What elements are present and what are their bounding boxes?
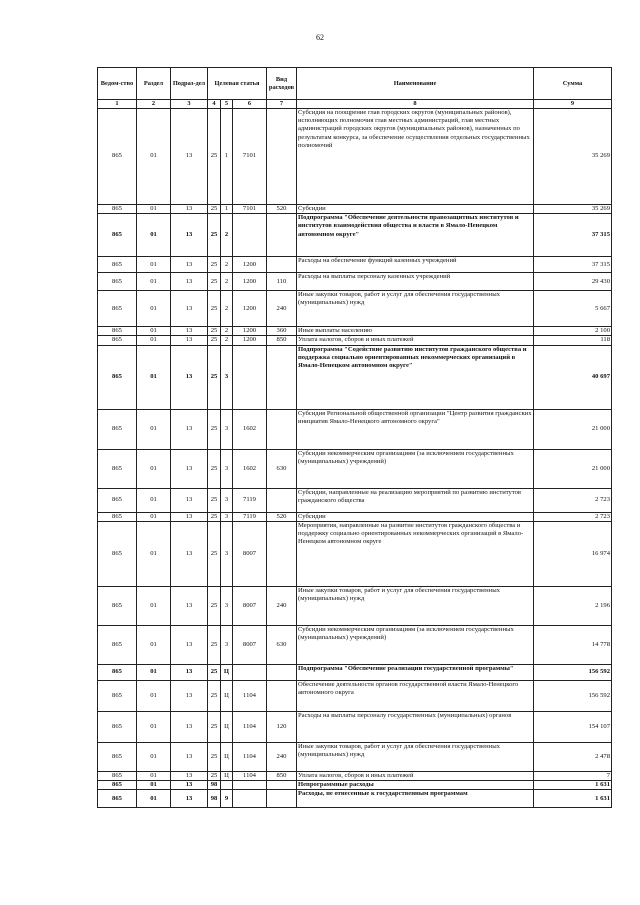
cell-podrazdel: 13 xyxy=(171,742,208,771)
cell-program-code: 25 xyxy=(208,257,221,273)
cell-podrazdel: 13 xyxy=(171,781,208,790)
table-row xyxy=(98,205,612,214)
cell-podrazdel: 13 xyxy=(171,625,208,664)
cell-subprogram-code: Ц xyxy=(221,771,233,780)
cell-razdel: 01 xyxy=(137,742,171,771)
cell-subprogram-code: 2 xyxy=(221,273,233,291)
table-row xyxy=(98,336,612,345)
cell-vid-raskhodov xyxy=(267,257,297,273)
cell-direction-code: 1602 xyxy=(233,449,267,488)
cell-razdel: 01 xyxy=(137,711,171,742)
table-row xyxy=(98,345,612,409)
cell-vid-raskhodov xyxy=(267,521,297,586)
cell-vid-raskhodov xyxy=(267,345,297,409)
cell-naimenovanie: Субсидия на поощрение глав городских округов (муниципальных районов), исполняющих полномочия глав местных администраций, глав местных администраций городских округов (муниципальных районов), назначенных по результатам конкурса, за обеспечение осуществления отдельных государственных полномочий xyxy=(297,109,534,205)
cell-podrazdel: 13 xyxy=(171,586,208,625)
cell-program-code: 25 xyxy=(208,586,221,625)
cell-subprogram-code: Ц xyxy=(221,742,233,771)
header-razdel: Раздел xyxy=(137,68,171,100)
cell-direction-code: 1200 xyxy=(233,257,267,273)
cell-program-code: 25 xyxy=(208,345,221,409)
cell-vedomstvo: 865 xyxy=(98,711,137,742)
cell-subprogram-code: 3 xyxy=(221,521,233,586)
cell-summa: 2 478 xyxy=(534,742,612,771)
cell-vedomstvo: 865 xyxy=(98,409,137,449)
cell-naimenovanie: Расходы, не отнесенные к государственным программам xyxy=(297,790,534,808)
cell-direction-code: 1200 xyxy=(233,336,267,345)
cell-vedomstvo: 865 xyxy=(98,680,137,711)
table-row xyxy=(98,214,612,257)
cell-vid-raskhodov: 120 xyxy=(267,711,297,742)
cell-vedomstvo: 865 xyxy=(98,742,137,771)
cell-summa: 2 100 xyxy=(534,327,612,336)
cell-direction-code: 1104 xyxy=(233,742,267,771)
table-row xyxy=(98,109,612,205)
cell-vid-raskhodov xyxy=(267,790,297,808)
cell-direction-code: 1200 xyxy=(233,327,267,336)
cell-podrazdel: 13 xyxy=(171,291,208,327)
cell-program-code: 25 xyxy=(208,327,221,336)
cell-subprogram-code: 3 xyxy=(221,625,233,664)
cell-naimenovanie: Иные выплаты населению xyxy=(297,327,534,336)
cell-vid-raskhodov: 360 xyxy=(267,327,297,336)
cell-naimenovanie: Иные закупки товаров, работ и услуг для обеспечения государственных (муниципальных) нужд xyxy=(297,586,534,625)
cell-program-code: 98 xyxy=(208,781,221,790)
cell-direction-code: 7119 xyxy=(233,488,267,512)
cell-vedomstvo: 865 xyxy=(98,273,137,291)
cell-direction-code: 1104 xyxy=(233,711,267,742)
table-row xyxy=(98,680,612,711)
cell-direction-code: 7119 xyxy=(233,512,267,521)
cell-direction-code: 8007 xyxy=(233,625,267,664)
column-number: 9 xyxy=(534,100,612,109)
cell-direction-code xyxy=(233,664,267,680)
cell-podrazdel: 13 xyxy=(171,488,208,512)
cell-razdel: 01 xyxy=(137,664,171,680)
cell-direction-code xyxy=(233,214,267,257)
cell-podrazdel: 13 xyxy=(171,205,208,214)
cell-vid-raskhodov xyxy=(267,781,297,790)
cell-vid-raskhodov: 110 xyxy=(267,273,297,291)
cell-naimenovanie: Субсидия Региональной общественной организации "Центр развития гражданских инициатив Ямало-Ненецкого автономного округа" xyxy=(297,409,534,449)
cell-subprogram-code: 3 xyxy=(221,345,233,409)
table-row xyxy=(98,790,612,808)
cell-subprogram-code: 1 xyxy=(221,205,233,214)
cell-subprogram-code: 3 xyxy=(221,449,233,488)
header-vid-raskhodov: Вид расходов xyxy=(267,68,297,100)
cell-subprogram-code: 3 xyxy=(221,488,233,512)
cell-naimenovanie: Иные закупки товаров, работ и услуг для обеспечения государственных (муниципальных) нужд xyxy=(297,291,534,327)
header-podrazdel: Подраз-дел xyxy=(171,68,208,100)
cell-razdel: 01 xyxy=(137,257,171,273)
cell-direction-code xyxy=(233,790,267,808)
cell-subprogram-code: 1 xyxy=(221,109,233,205)
cell-direction-code: 7101 xyxy=(233,205,267,214)
table-row xyxy=(98,711,612,742)
cell-naimenovanie: Субсидии некоммерческим организациям (за исключением государственных (муниципальных) учреждений) xyxy=(297,449,534,488)
cell-direction-code: 8007 xyxy=(233,521,267,586)
cell-direction-code: 7101 xyxy=(233,109,267,205)
cell-summa: 2 723 xyxy=(534,488,612,512)
table-row xyxy=(98,409,612,449)
cell-razdel: 01 xyxy=(137,291,171,327)
table-row xyxy=(98,291,612,327)
cell-vedomstvo: 865 xyxy=(98,449,137,488)
cell-program-code: 25 xyxy=(208,625,221,664)
cell-vedomstvo: 865 xyxy=(98,327,137,336)
cell-subprogram-code: 2 xyxy=(221,336,233,345)
cell-vid-raskhodov: 240 xyxy=(267,291,297,327)
cell-program-code: 25 xyxy=(208,109,221,205)
cell-summa: 37 315 xyxy=(534,257,612,273)
cell-podrazdel: 13 xyxy=(171,345,208,409)
cell-vedomstvo: 865 xyxy=(98,521,137,586)
cell-naimenovanie: Подпрограмма "Обеспечение реализации государственной программы" xyxy=(297,664,534,680)
cell-program-code: 25 xyxy=(208,336,221,345)
cell-summa: 21 000 xyxy=(534,449,612,488)
cell-subprogram-code: 3 xyxy=(221,512,233,521)
cell-subprogram-code: Ц xyxy=(221,680,233,711)
cell-vid-raskhodov: 850 xyxy=(267,771,297,780)
column-number: 5 xyxy=(221,100,233,109)
cell-vedomstvo: 865 xyxy=(98,291,137,327)
cell-podrazdel: 13 xyxy=(171,512,208,521)
cell-vid-raskhodov xyxy=(267,109,297,205)
cell-podrazdel: 13 xyxy=(171,711,208,742)
header-tselevaya-statya: Целевая статья xyxy=(208,68,267,100)
cell-direction-code xyxy=(233,781,267,790)
cell-direction-code: 1200 xyxy=(233,291,267,327)
cell-program-code: 25 xyxy=(208,742,221,771)
cell-summa: 2 723 xyxy=(534,512,612,521)
cell-program-code: 25 xyxy=(208,449,221,488)
table-row xyxy=(98,273,612,291)
cell-vedomstvo: 865 xyxy=(98,790,137,808)
cell-summa: 29 430 xyxy=(534,273,612,291)
table-body xyxy=(98,109,612,808)
cell-program-code: 25 xyxy=(208,205,221,214)
cell-vid-raskhodov: 850 xyxy=(267,336,297,345)
cell-naimenovanie: Уплата налогов, сборов и иных платежей xyxy=(297,771,534,780)
cell-subprogram-code: 2 xyxy=(221,327,233,336)
cell-summa: 156 592 xyxy=(534,664,612,680)
cell-summa: 37 315 xyxy=(534,214,612,257)
cell-vid-raskhodov xyxy=(267,488,297,512)
table-row xyxy=(98,781,612,790)
cell-naimenovanie: Субсидии, направленные на реализацию мероприятий по развитию институтов гражданского общества xyxy=(297,488,534,512)
cell-podrazdel: 13 xyxy=(171,449,208,488)
cell-summa: 154 107 xyxy=(534,711,612,742)
cell-razdel: 01 xyxy=(137,327,171,336)
cell-razdel: 01 xyxy=(137,449,171,488)
column-number: 1 xyxy=(98,100,137,109)
cell-razdel: 01 xyxy=(137,625,171,664)
cell-summa: 21 000 xyxy=(534,409,612,449)
cell-summa: 40 697 xyxy=(534,345,612,409)
cell-naimenovanie: Непрограммные расходы xyxy=(297,781,534,790)
cell-summa: 7 xyxy=(534,771,612,780)
table-row xyxy=(98,771,612,780)
cell-summa: 1 631 xyxy=(534,790,612,808)
table-row xyxy=(98,521,612,586)
cell-vedomstvo: 865 xyxy=(98,257,137,273)
table-row xyxy=(98,449,612,488)
cell-program-code: 25 xyxy=(208,291,221,327)
cell-podrazdel: 13 xyxy=(171,109,208,205)
cell-podrazdel: 13 xyxy=(171,327,208,336)
cell-vid-raskhodov: 240 xyxy=(267,742,297,771)
cell-subprogram-code xyxy=(221,781,233,790)
cell-program-code: 25 xyxy=(208,214,221,257)
cell-naimenovanie: Расходы на выплаты персоналу государственных (муниципальных) органов xyxy=(297,711,534,742)
cell-vedomstvo: 865 xyxy=(98,512,137,521)
cell-razdel: 01 xyxy=(137,586,171,625)
header-naimenovanie: Наименование xyxy=(297,68,534,100)
cell-vedomstvo: 865 xyxy=(98,205,137,214)
cell-razdel: 01 xyxy=(137,771,171,780)
cell-summa: 35 269 xyxy=(534,109,612,205)
cell-naimenovanie: Иные закупки товаров, работ и услуг для обеспечения государственных (муниципальных) нужд xyxy=(297,742,534,771)
cell-podrazdel: 13 xyxy=(171,521,208,586)
cell-razdel: 01 xyxy=(137,488,171,512)
cell-naimenovanie: Субсидии некоммерческим организациям (за исключением государственных (муниципальных) учреждений) xyxy=(297,625,534,664)
table-row xyxy=(98,625,612,664)
cell-razdel: 01 xyxy=(137,205,171,214)
cell-naimenovanie: Подпрограмма "Обеспечение деятельности правозащитных институтов и институтов взаимодействия общества и власти в Ямало-Ненецком автономном округе" xyxy=(297,214,534,257)
cell-program-code: 25 xyxy=(208,680,221,711)
cell-direction-code: 1602 xyxy=(233,409,267,449)
cell-summa: 5 667 xyxy=(534,291,612,327)
header-row xyxy=(98,68,612,100)
cell-summa: 118 xyxy=(534,336,612,345)
cell-razdel: 01 xyxy=(137,521,171,586)
cell-subprogram-code: Ц xyxy=(221,711,233,742)
cell-naimenovanie: Субсидии xyxy=(297,205,534,214)
cell-podrazdel: 13 xyxy=(171,214,208,257)
cell-razdel: 01 xyxy=(137,214,171,257)
cell-vedomstvo: 865 xyxy=(98,109,137,205)
cell-vedomstvo: 865 xyxy=(98,345,137,409)
cell-podrazdel: 13 xyxy=(171,664,208,680)
cell-podrazdel: 13 xyxy=(171,771,208,780)
cell-program-code: 25 xyxy=(208,409,221,449)
cell-naimenovanie: Подпрограмма "Содействие развитию институтов гражданского общества и поддержка социально ориентированных некоммерческих организаций в Ямало-Ненецком автономном округе" xyxy=(297,345,534,409)
cell-program-code: 25 xyxy=(208,512,221,521)
cell-podrazdel: 13 xyxy=(171,257,208,273)
cell-podrazdel: 13 xyxy=(171,409,208,449)
cell-direction-code: 8007 xyxy=(233,586,267,625)
cell-vid-raskhodov xyxy=(267,409,297,449)
table-row xyxy=(98,257,612,273)
cell-razdel: 01 xyxy=(137,512,171,521)
table-row xyxy=(98,488,612,512)
cell-summa: 35 269 xyxy=(534,205,612,214)
cell-program-code: 25 xyxy=(208,771,221,780)
cell-direction-code: 1200 xyxy=(233,273,267,291)
column-number-row xyxy=(98,100,612,109)
cell-summa: 1 631 xyxy=(534,781,612,790)
cell-vedomstvo: 865 xyxy=(98,214,137,257)
cell-subprogram-code: 3 xyxy=(221,586,233,625)
cell-vedomstvo: 865 xyxy=(98,488,137,512)
cell-podrazdel: 13 xyxy=(171,790,208,808)
cell-program-code: 25 xyxy=(208,488,221,512)
cell-vid-raskhodov: 630 xyxy=(267,625,297,664)
cell-naimenovanie: Расходы на обеспечение функций казенных учреждений xyxy=(297,257,534,273)
cell-vedomstvo: 865 xyxy=(98,625,137,664)
cell-vedomstvo: 865 xyxy=(98,586,137,625)
column-number: 2 xyxy=(137,100,171,109)
header-vedomstvo: Ведом-ство xyxy=(98,68,137,100)
cell-vid-raskhodov xyxy=(267,680,297,711)
table-row xyxy=(98,586,612,625)
cell-vid-raskhodov: 520 xyxy=(267,512,297,521)
table-row xyxy=(98,512,612,521)
cell-direction-code xyxy=(233,345,267,409)
header-summa: Сумма xyxy=(534,68,612,100)
cell-naimenovanie: Обеспечение деятельности органов государственной власти Ямало-Ненецкого автономного округа xyxy=(297,680,534,711)
cell-subprogram-code: 2 xyxy=(221,257,233,273)
budget-table xyxy=(97,67,612,808)
cell-vid-raskhodov: 630 xyxy=(267,449,297,488)
cell-podrazdel: 13 xyxy=(171,680,208,711)
cell-razdel: 01 xyxy=(137,790,171,808)
cell-summa: 14 778 xyxy=(534,625,612,664)
cell-summa: 16 974 xyxy=(534,521,612,586)
cell-podrazdel: 13 xyxy=(171,336,208,345)
cell-razdel: 01 xyxy=(137,345,171,409)
cell-naimenovanie: Уплата налогов, сборов и иных платежей xyxy=(297,336,534,345)
page-number: 62 xyxy=(316,33,324,42)
column-number: 4 xyxy=(208,100,221,109)
cell-razdel: 01 xyxy=(137,409,171,449)
cell-vid-raskhodov: 520 xyxy=(267,205,297,214)
cell-direction-code: 1104 xyxy=(233,680,267,711)
table-row xyxy=(98,742,612,771)
cell-razdel: 01 xyxy=(137,273,171,291)
cell-razdel: 01 xyxy=(137,109,171,205)
cell-subprogram-code: 3 xyxy=(221,409,233,449)
column-number: 8 xyxy=(297,100,534,109)
cell-subprogram-code: 2 xyxy=(221,214,233,257)
cell-vedomstvo: 865 xyxy=(98,781,137,790)
cell-naimenovanie: Расходы на выплаты персоналу казенных учреждений xyxy=(297,273,534,291)
cell-razdel: 01 xyxy=(137,781,171,790)
cell-summa: 156 592 xyxy=(534,680,612,711)
column-number: 7 xyxy=(267,100,297,109)
cell-vid-raskhodov xyxy=(267,664,297,680)
cell-razdel: 01 xyxy=(137,336,171,345)
cell-razdel: 01 xyxy=(137,680,171,711)
cell-subprogram-code: 2 xyxy=(221,291,233,327)
cell-direction-code: 1104 xyxy=(233,771,267,780)
cell-subprogram-code: Ц xyxy=(221,664,233,680)
cell-vedomstvo: 865 xyxy=(98,336,137,345)
column-number: 3 xyxy=(171,100,208,109)
cell-program-code: 25 xyxy=(208,664,221,680)
cell-vedomstvo: 865 xyxy=(98,664,137,680)
table-row xyxy=(98,664,612,680)
cell-podrazdel: 13 xyxy=(171,273,208,291)
cell-subprogram-code: 9 xyxy=(221,790,233,808)
cell-vedomstvo: 865 xyxy=(98,771,137,780)
cell-program-code: 98 xyxy=(208,790,221,808)
cell-naimenovanie: Мероприятия, направленные на развитие институтов гражданского общества и поддержку социально ориентированных некоммерческих организаций в Ямало-Ненецком автономном округе xyxy=(297,521,534,586)
cell-vid-raskhodov: 240 xyxy=(267,586,297,625)
cell-program-code: 25 xyxy=(208,521,221,586)
column-number: 6 xyxy=(233,100,267,109)
cell-naimenovanie: Субсидии xyxy=(297,512,534,521)
table-row xyxy=(98,327,612,336)
cell-summa: 2 196 xyxy=(534,586,612,625)
cell-vid-raskhodov xyxy=(267,214,297,257)
cell-program-code: 25 xyxy=(208,711,221,742)
cell-program-code: 25 xyxy=(208,273,221,291)
